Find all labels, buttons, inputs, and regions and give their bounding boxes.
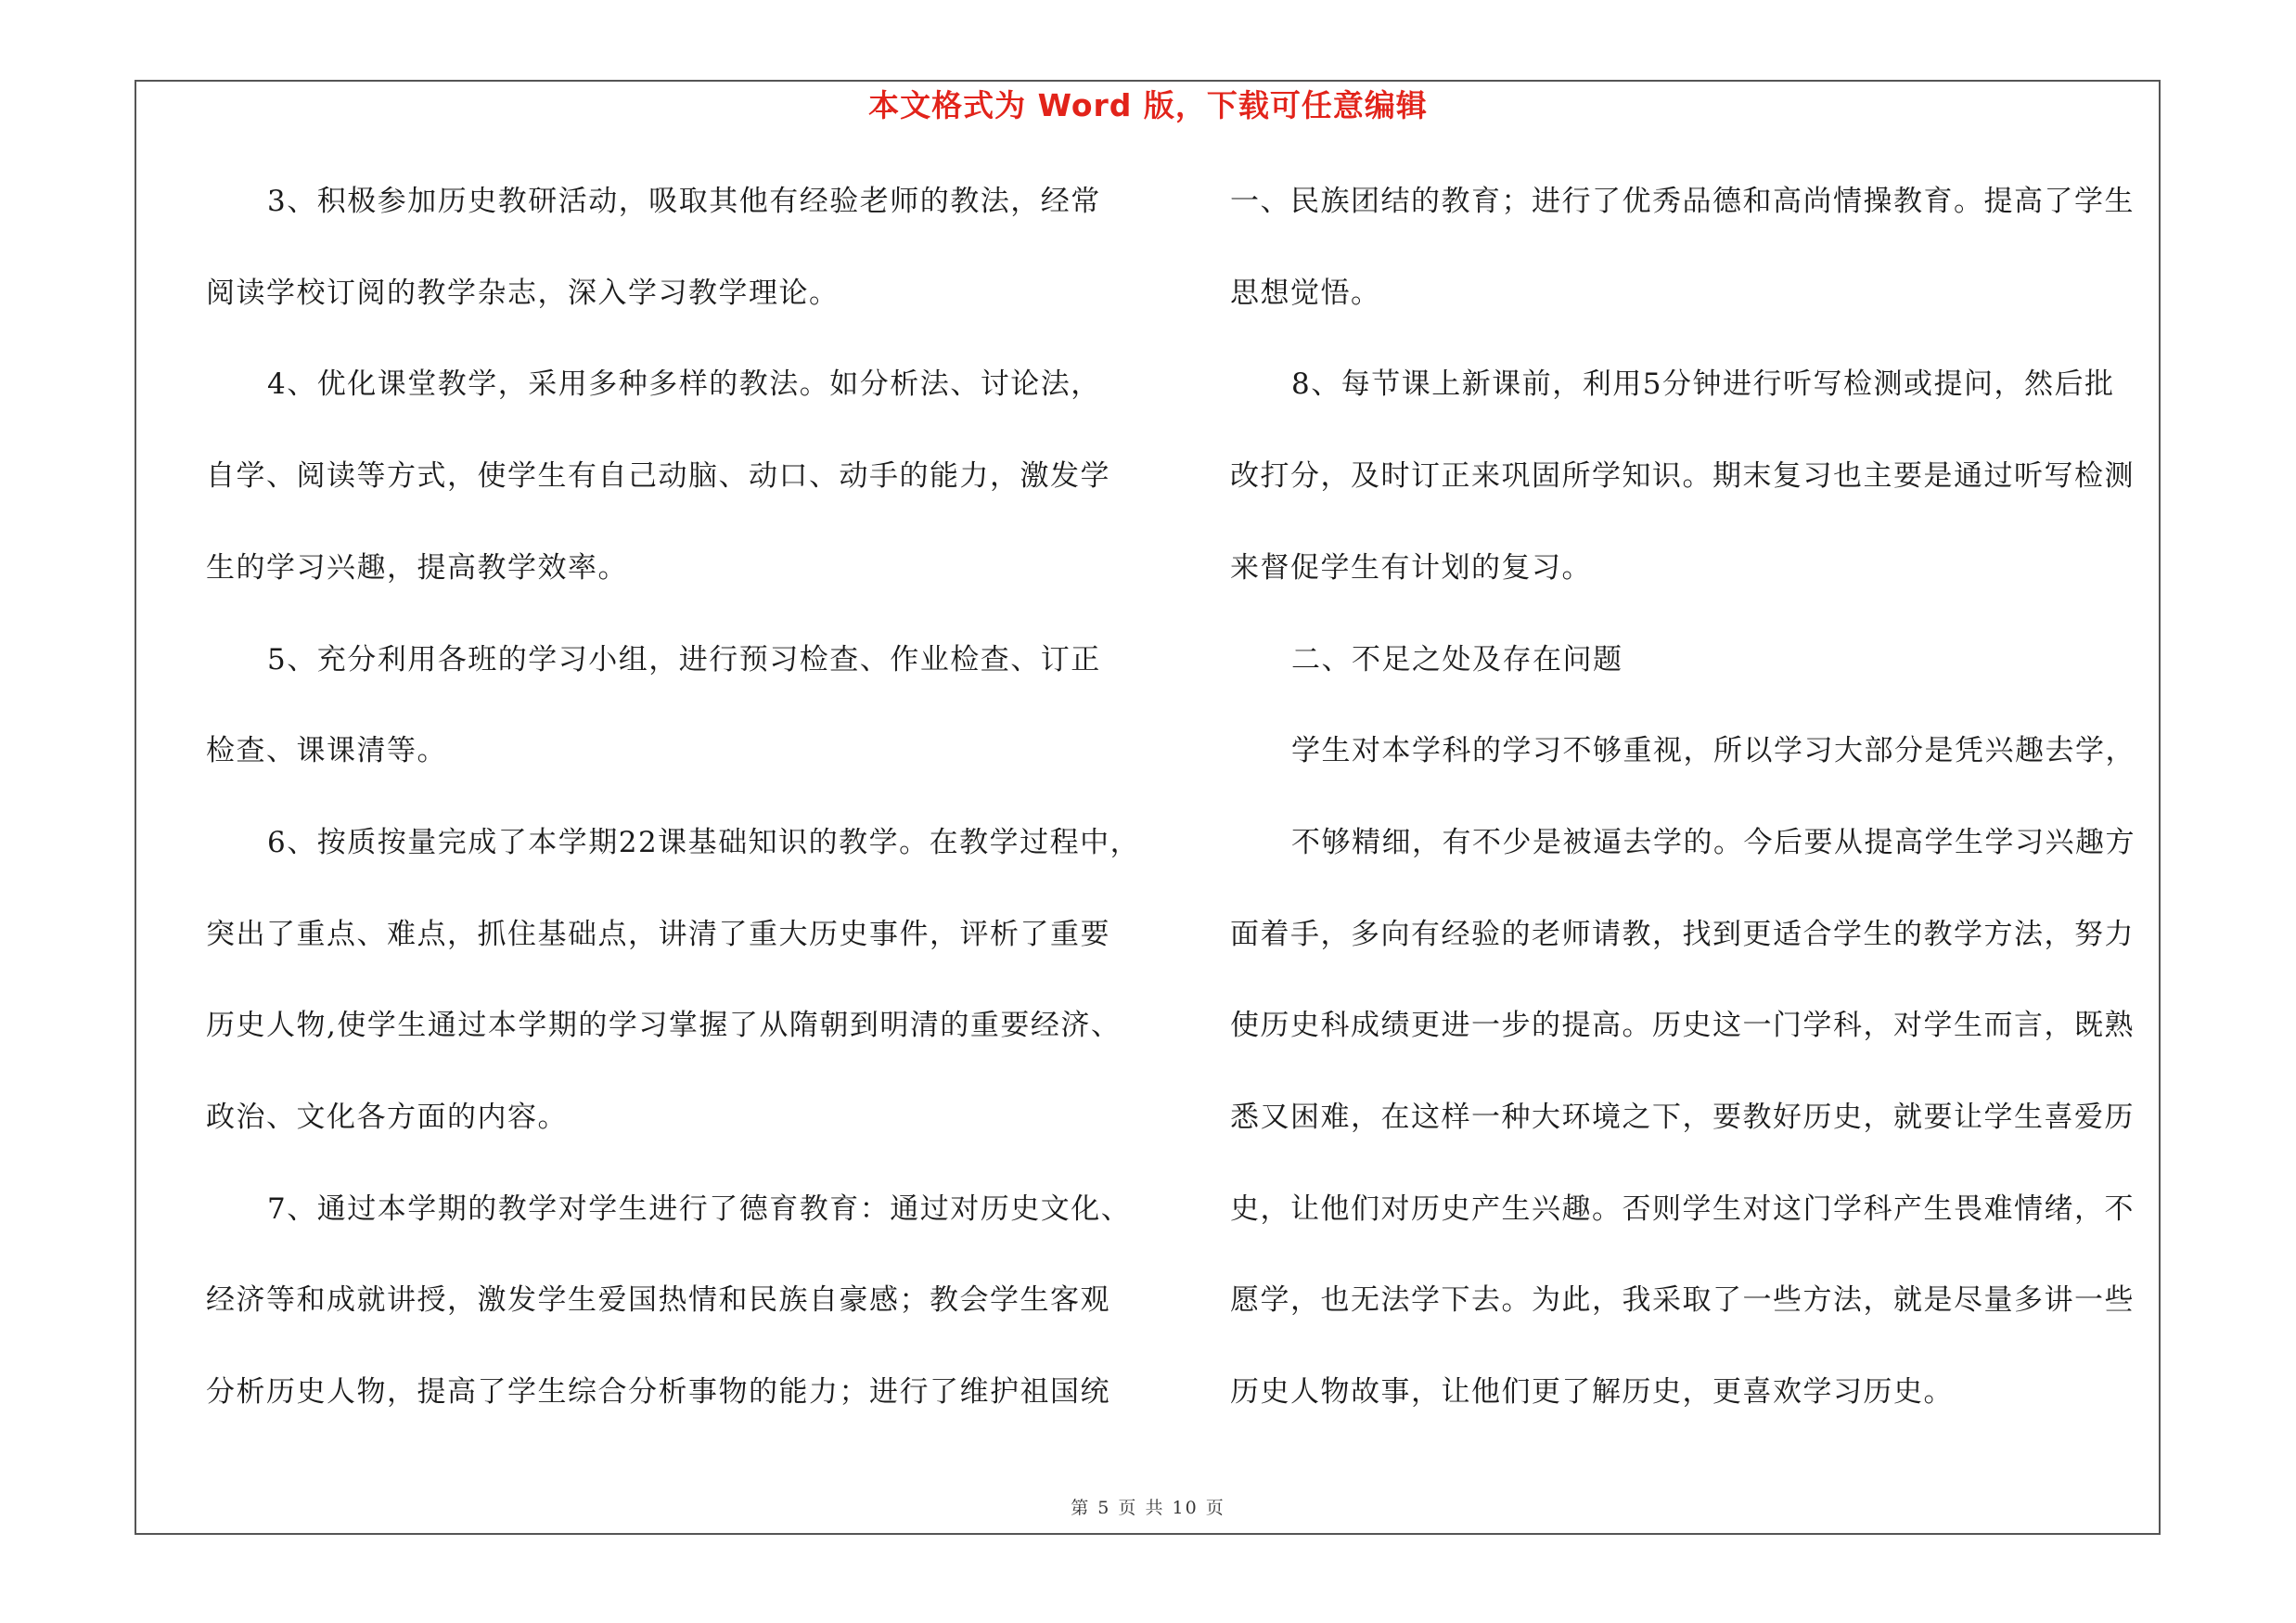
paragraph-line: 分析历史人物，提高了学生综合分析事物的能力；进行了维护祖国统 <box>206 1375 1110 1410</box>
paragraph-line: 愿学，也无法学下去。为此，我采取了一些方法，就是尽量多讲一些 <box>1230 1283 2135 1318</box>
page-number-footer: 第 5 页 共 10 页 <box>1071 1498 1225 1518</box>
paragraph-line: 7、通过本学期的教学对学生进行了德育教育：通过对历史文化、 <box>267 1191 1132 1226</box>
paragraph-line: 历史人物,使学生通过本学期的学习掌握了从隋朝到明清的重要经济、 <box>206 1009 1122 1043</box>
paragraph-line: 阅读学校订阅的教学杂志，深入学习教学理论。 <box>206 276 840 310</box>
paragraph-line: 一、民族团结的教育；进行了优秀品德和高尚情操教育。提高了学生 <box>1230 185 2135 218</box>
paragraph-line: 悉又困难，在这样一种大环境之下，要教好历史，就要让学生喜爱历 <box>1230 1101 2135 1134</box>
paragraph-line: 使历史科成绩更进一步的提高。历史这一门学科，对学生而言，既熟 <box>1230 1009 2135 1043</box>
paragraph-line: 5、充分利用各班的学习小组，进行预习检查、作业检查、订正 <box>267 642 1101 676</box>
paragraph-line: 生的学习兴趣，提高教学效率。 <box>206 550 628 585</box>
paragraph-line: 思想觉悟。 <box>1230 276 1381 310</box>
word-format-banner: 本文格式为 Word 版，下载可任意编辑 <box>868 87 1428 123</box>
paragraph-line: 8、每节课上新课前，利用5分钟进行听写检测或提问，然后批 <box>1291 367 2115 402</box>
paragraph-line: 经济等和成就讲授，激发学生爱国热情和民族自豪感；教会学生客观 <box>206 1283 1110 1318</box>
paragraph-line: 政治、文化各方面的内容。 <box>206 1101 568 1134</box>
paragraph-line: 学生对本学科的学习不够重视，所以学习大部分是凭兴趣去学， <box>1291 734 2136 768</box>
paragraph-line: 6、按质按量完成了本学期22课基础知识的教学。在教学过程中， <box>267 825 1141 859</box>
paragraph-line: 不够精细，有不少是被逼去学的。今后要从提高学生学习兴趣方 <box>1291 825 2136 859</box>
paragraph-line: 二、不足之处及存在问题 <box>1291 642 1623 676</box>
paragraph-line: 4、优化课堂教学，采用多种多样的教法。如分析法、讨论法， <box>267 367 1101 402</box>
paragraph-line: 历史人物故事，让他们更了解历史，更喜欢学习历史。 <box>1230 1375 1954 1410</box>
paragraph-line: 来督促学生有计划的复习。 <box>1230 550 1592 585</box>
paragraph-line: 史，让他们对历史产生兴趣。否则学生对这门学科产生畏难情绪，不 <box>1230 1191 2135 1226</box>
paragraph-line: 检查、课课清等。 <box>206 734 447 768</box>
paragraph-line: 改打分，及时订正来巩固所学知识。期末复习也主要是通过听写检测 <box>1230 459 2135 494</box>
paragraph-line: 自学、阅读等方式，使学生有自己动脑、动口、动手的能力，激发学 <box>206 459 1110 494</box>
paragraph-line: 3、积极参加历史教研活动，吸取其他有经验老师的教法，经常 <box>267 185 1101 218</box>
paragraph-line: 面着手，多向有经验的老师请教，找到更适合学生的教学方法，努力 <box>1230 917 2135 951</box>
paragraph-line: 突出了重点、难点，抓住基础点，讲清了重大历史事件，评析了重要 <box>206 917 1110 951</box>
